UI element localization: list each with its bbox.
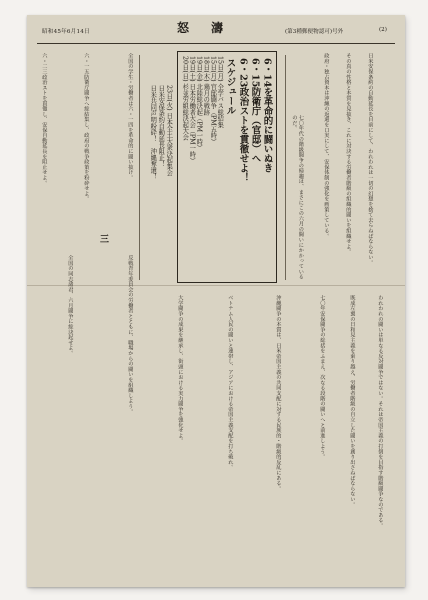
headline-1: 6・14を革命的に闘いぬき xyxy=(261,58,273,173)
text-column: 六・一五防衛庁闘争へ総結集し、政府の戦争政策を粉砕せよ。 xyxy=(83,53,90,202)
text-column: 日米安保条約の自動延長を目前にして、われわれは一切の幻想を捨て去らねばならない。 xyxy=(367,53,374,265)
schedule-item: 15日(月) 全学バス総結集 xyxy=(216,56,224,128)
masthead xyxy=(27,15,405,41)
schedule-box xyxy=(177,51,277,283)
header-rule xyxy=(37,43,395,44)
issue-number: (第3種郵便物認可)号外 xyxy=(285,29,344,35)
text-column: われわれの闘いは単なる反対闘争ではない。それは帝国主義の打倒を目指す階級闘争なのである。 xyxy=(377,295,384,529)
column-divider xyxy=(285,55,286,280)
newspaper-title: 怒 濤 xyxy=(177,21,229,35)
page-number: (2) xyxy=(379,27,387,33)
text-column: 七〇年安保闘争の総括をふまえ、次なる段階の闘いへと前進しよう。 xyxy=(319,295,326,460)
schedule-item: 19日(金) 北陸総決起（PM一時） xyxy=(195,56,203,151)
text-column: その真の性格と本質を見抜き、これに対決する労働者階級の組織的闘いを組織せよ。 xyxy=(345,53,352,255)
text-column: 大学闘争の成果を継承し、街頭における実力闘争を強化せよ。 xyxy=(177,295,184,444)
text-column: 全国の学生・労働者は六・一四を革命的に闘い抜け。 xyxy=(127,53,134,181)
schedule-item: 18日(木) 鶏月の戦跡 xyxy=(202,56,210,116)
fold-crease xyxy=(27,285,405,286)
schedule-title: スケジュール xyxy=(224,58,236,115)
section-number: 三 xyxy=(100,235,110,245)
text-column: 反戦青年委員会の労働者とともに、職場からの闘いを組織しよう。 xyxy=(127,255,134,414)
schedule-item: 19日(土) 日本労働者大会（PM一時） xyxy=(188,56,196,164)
schedule-item: 23日(火) 日本全土大衆決起集会 xyxy=(165,85,173,176)
text-column: ベトナム人民の闘いと連帯し、アジアにおける帝国主義支配を打ち破れ。 xyxy=(227,295,234,470)
schedule-slogan: 日米安保条約自動延長阻止！ xyxy=(157,85,165,167)
issue-date: 昭和45年6月14日 xyxy=(42,29,90,35)
text-column: 七〇年代の階級闘争の帰趨は、まさにこの六月の闘いにかかっているのだ。 xyxy=(291,115,304,280)
text-column: 沖縄闘争の本質は、日米帝国主義の共同支配に対する民族的・階級的反乱にある。 xyxy=(275,295,282,492)
text-column: 全国の同志諸君、六月闘争に総決起せよ。 xyxy=(67,255,74,356)
headline-3: 6・23政治ストを貫徹せよ！ xyxy=(237,58,249,183)
schedule-item: 20日(日) 杉並労組総決起大会 xyxy=(181,56,189,141)
schedule-item: 15日(月) 官邸闘争（PM五時） xyxy=(209,56,217,145)
text-column: 既成左翼の日和見主義を乗り越え、労働者階級の自立した闘いを創り出さねばならない。 xyxy=(349,295,356,507)
text-column: 六・二三政治ストを貫徹し、安保自動延長を阻止せよ。 xyxy=(41,53,48,186)
schedule-slogan: 日米共同声明粉砕！ 沖縄奪還！ xyxy=(149,85,157,180)
headline-2: 6・15防衛庁（官邸）へ xyxy=(249,58,261,164)
newspaper-sheet xyxy=(27,15,405,587)
text-column: 政府・独占資本は沖縄の返還を口実にして、安保体制の強化を画策している。 xyxy=(323,53,330,239)
column-divider xyxy=(139,55,140,280)
